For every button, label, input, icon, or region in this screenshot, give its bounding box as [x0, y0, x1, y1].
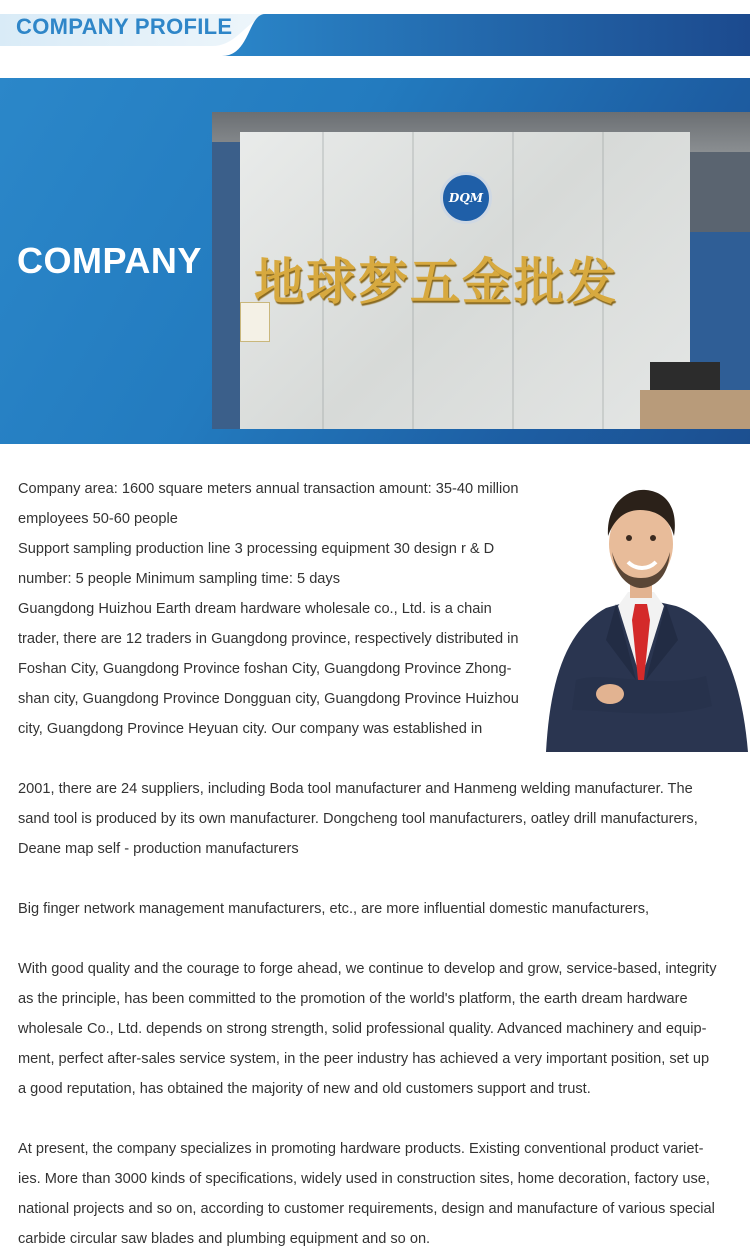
intro-paragraph — [18, 474, 519, 744]
quality-paragraph — [18, 954, 717, 1104]
suppliers-paragraph — [18, 774, 698, 864]
text-line: Foshan City, Guangdong Province foshan City, Guangdong Province Zhong- — [18, 661, 512, 677]
text-line: Big finger network management manufacturers, etc., are more influential domestic manufacturers, — [18, 901, 650, 917]
text-line: national projects and so on, according to customer requirements, design and manufacture of various special — [18, 1201, 715, 1217]
text-line: Guangdong Huizhou Earth dream hardware wholesale co., Ltd. is a chain — [18, 601, 492, 617]
text-line: carbide circular saw blades and plumbing equipment and so on. — [18, 1231, 431, 1247]
text-line: shan city, Guangdong Province Dongguan city, Guangdong Province Huizhou — [18, 691, 519, 707]
photo-desk — [640, 390, 750, 429]
manufacturers-paragraph — [18, 894, 649, 924]
wall-sign-text: 地球梦五金批发 — [254, 253, 618, 311]
text-line: as the principle, has been committed to the promotion of the world's platform, the earth dream hardware — [18, 991, 688, 1007]
text-line: With good quality and the courage to forge ahead, we continue to develop and grow, service-based, integrity — [18, 961, 717, 977]
businessman-image — [536, 480, 750, 752]
office-photo — [212, 112, 750, 429]
text-line: ies. More than 3000 kinds of specifications, widely used in construction sites, home decoration, factory use, — [18, 1171, 710, 1187]
text-line: trader, there are 12 traders in Guangdong province, respectively distributed in — [18, 631, 519, 647]
text-line: 2001, there are 24 suppliers, including Boda tool manufacturer and Hanmeng welding manufacturer. The — [18, 781, 693, 797]
text-line: city, Guangdong Province Heyuan city. Our company was established in — [18, 721, 483, 737]
text-line: Deane map self - production manufacturers — [18, 841, 299, 857]
products-paragraph — [18, 1134, 715, 1254]
text-line: number: 5 people Minimum sampling time: 5 days — [18, 571, 341, 587]
text-line: Company area: 1600 square meters annual transaction amount: 35-40 million — [18, 481, 519, 497]
photo-shelf-left — [212, 142, 242, 429]
text-line: Support sampling production line 3 processing equipment 30 design r & D — [18, 541, 495, 557]
text-line: At present, the company specializes in promoting hardware products. Existing conventional product variet- — [18, 1141, 704, 1157]
dqm-logo: DQM — [440, 172, 492, 224]
hero-title: COMPANY — [17, 240, 202, 281]
text-line: employees 50-60 people — [18, 511, 178, 527]
photo-printer — [650, 362, 720, 392]
text-line: sand tool is produced by its own manufacturer. Dongcheng tool manufacturers, oatley drill manufacturers, — [18, 811, 698, 827]
page-title: COMPANY PROFILE — [16, 14, 233, 39]
text-line: ment, perfect after-sales service system, in the peer industry has achieved a very important position, set up — [18, 1051, 710, 1067]
section-header — [0, 0, 750, 60]
text-line: wholesale Co., Ltd. depends on strong strength, solid professional quality. Advanced machinery and equip- — [18, 1021, 707, 1037]
text-line: a good reputation, has obtained the majority of new and old customers support and trust. — [18, 1081, 591, 1097]
hero-banner — [0, 78, 750, 444]
